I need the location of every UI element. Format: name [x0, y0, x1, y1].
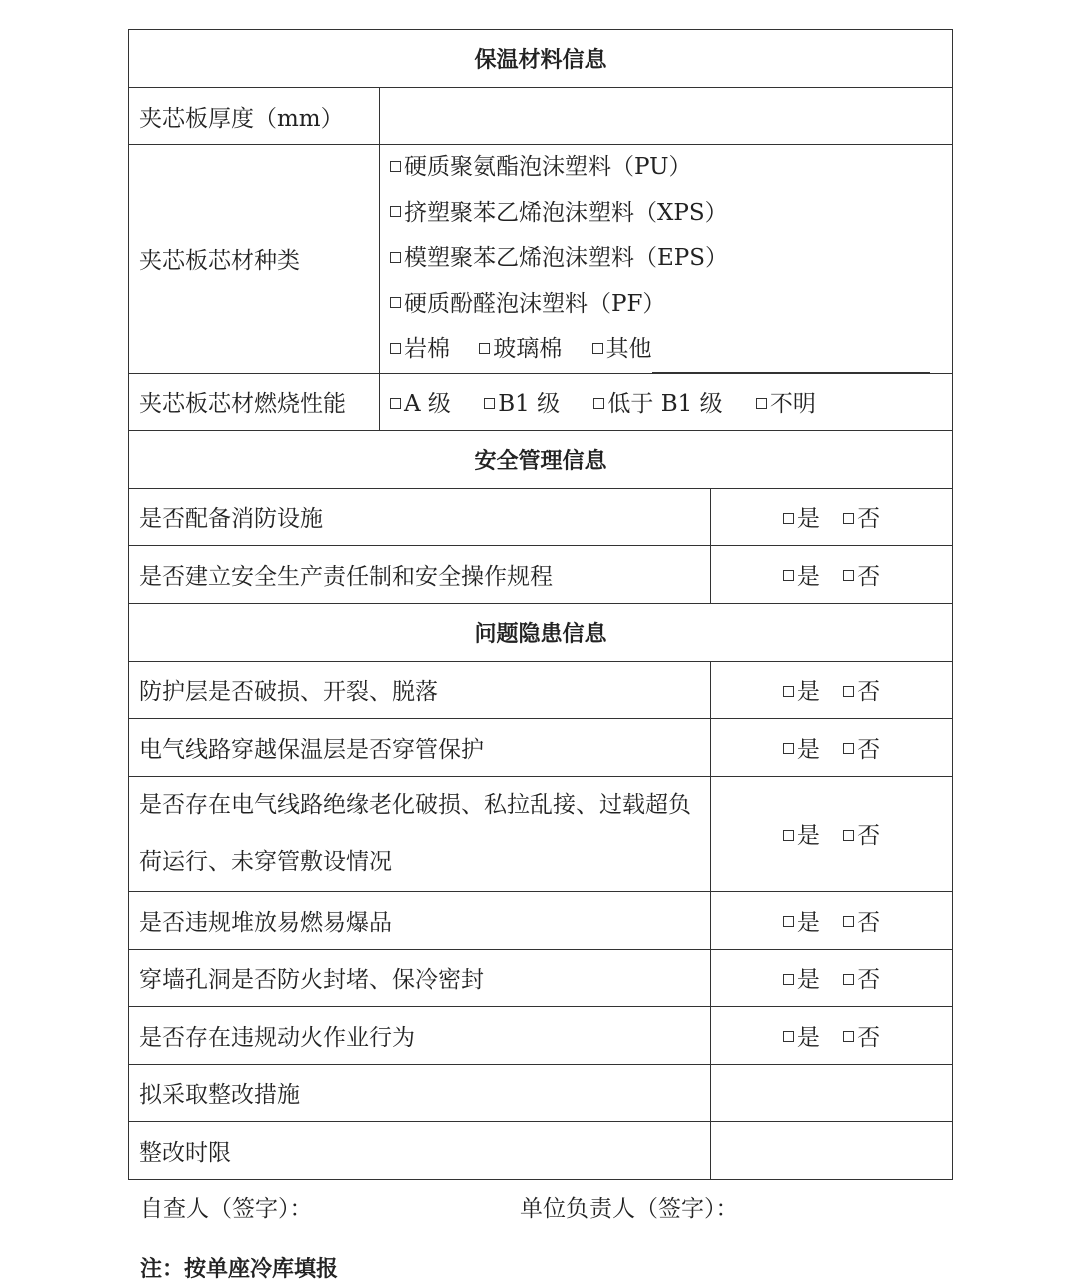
- core-type-option[interactable]: 模塑聚苯乙烯泡沫塑料（EPS）: [390, 236, 942, 282]
- checkbox-icon: [390, 343, 401, 354]
- yes-no-cell: [711, 718, 953, 776]
- checkbox-icon: [783, 974, 794, 985]
- question-label: 防护层是否破损、开裂、脱落: [129, 661, 711, 718]
- checkbox-icon: [592, 343, 603, 354]
- thickness-value-field[interactable]: [380, 88, 953, 145]
- checkbox-icon: [783, 830, 794, 841]
- section-title-insulation: 保温材料信息: [129, 30, 953, 88]
- combustion-label: 夹芯板芯材燃烧性能: [129, 373, 380, 430]
- checkbox-icon: [479, 343, 490, 354]
- checkbox-icon: [843, 916, 854, 927]
- checkbox-icon: [843, 570, 854, 581]
- core-type-option-glasswool[interactable]: 玻璃棉: [479, 336, 562, 362]
- no-option[interactable]: 否: [843, 731, 880, 764]
- combustion-options: [380, 373, 953, 430]
- core-type-option-rockwool[interactable]: 岩棉: [390, 336, 450, 362]
- grade-option-a[interactable]: A 级: [390, 385, 451, 418]
- checkbox-icon: [390, 398, 401, 409]
- yes-option[interactable]: 是: [783, 673, 820, 706]
- inspector-signature-label: 自查人（签字）：: [140, 1196, 313, 1222]
- yes-option[interactable]: 是: [783, 500, 820, 533]
- section-title-hazards: 问题隐患信息: [129, 603, 953, 661]
- question-label: 是否违规堆放易燃易爆品: [129, 891, 711, 949]
- rectify-value-field[interactable]: [711, 1064, 953, 1121]
- yes-no-cell: [711, 1006, 953, 1064]
- no-option[interactable]: 否: [843, 1019, 880, 1052]
- checkbox-icon: [783, 1031, 794, 1042]
- checkbox-icon: [783, 686, 794, 697]
- yes-no-cell: [711, 661, 953, 718]
- checkbox-icon: [843, 513, 854, 524]
- question-label: 是否存在违规动火作业行为: [129, 1006, 711, 1064]
- yes-option[interactable]: 是: [783, 904, 820, 937]
- yes-no-cell: [711, 488, 953, 545]
- grade-option-below-b1[interactable]: 低于 B1 级: [593, 385, 722, 418]
- yes-no-cell: [711, 776, 953, 891]
- grade-option-unknown[interactable]: 不明: [756, 385, 816, 418]
- checkbox-icon: [843, 1031, 854, 1042]
- yes-option[interactable]: 是: [783, 1019, 820, 1052]
- checkbox-icon: [783, 570, 794, 581]
- checkbox-icon: [390, 161, 401, 172]
- thickness-label: 夹芯板厚度（mm）: [129, 88, 380, 145]
- checkbox-icon: [484, 398, 495, 409]
- section-title-safety: 安全管理信息: [129, 430, 953, 488]
- checkbox-icon: [783, 916, 794, 927]
- checkbox-icon: [843, 743, 854, 754]
- checkbox-icon: [843, 830, 854, 841]
- grade-option-b1[interactable]: B1 级: [484, 385, 560, 418]
- no-option[interactable]: 否: [843, 673, 880, 706]
- no-option[interactable]: 否: [843, 558, 880, 591]
- core-type-options: [380, 145, 953, 374]
- no-option[interactable]: 否: [843, 817, 880, 850]
- yes-option[interactable]: 是: [783, 558, 820, 591]
- yes-no-cell: [711, 949, 953, 1006]
- deadline-value-field[interactable]: [711, 1121, 953, 1179]
- form-table: [128, 29, 953, 1180]
- yes-option[interactable]: 是: [783, 961, 820, 994]
- question-label: 是否配备消防设施: [129, 488, 711, 545]
- checkbox-icon: [756, 398, 767, 409]
- checkbox-icon: [593, 398, 604, 409]
- no-option[interactable]: 否: [843, 500, 880, 533]
- yes-no-cell: [711, 891, 953, 949]
- unit-head-signature-label: 单位负责人（签字）：: [520, 1196, 739, 1222]
- checkbox-icon: [783, 743, 794, 754]
- core-type-option[interactable]: 硬质聚氨酯泡沫塑料（PU）: [390, 145, 942, 191]
- deadline-label: 整改时限: [129, 1121, 711, 1179]
- question-label: 是否建立安全生产责任制和安全操作规程: [129, 545, 711, 603]
- core-type-last-row: [390, 327, 942, 373]
- checkbox-icon: [843, 686, 854, 697]
- yes-no-cell: [711, 545, 953, 603]
- checkbox-icon: [390, 206, 401, 217]
- core-type-label: 夹芯板芯材种类: [129, 145, 380, 374]
- checkbox-icon: [843, 974, 854, 985]
- yes-option[interactable]: 是: [783, 731, 820, 764]
- question-label: 穿墙孔洞是否防火封堵、保冷密封: [129, 949, 711, 1006]
- checkbox-icon: [390, 297, 401, 308]
- rectify-label: 拟采取整改措施: [129, 1064, 711, 1121]
- question-label: 是否存在电气线路绝缘老化破损、私拉乱接、过载超负荷运行、未穿管敷设情况: [129, 776, 711, 891]
- core-type-option[interactable]: 硬质酚醛泡沫塑料（PF）: [390, 282, 942, 328]
- no-option[interactable]: 否: [843, 961, 880, 994]
- other-fill-line[interactable]: [652, 350, 930, 373]
- core-type-option-other[interactable]: 其他: [592, 336, 652, 362]
- question-label: 电气线路穿越保温层是否穿管保护: [129, 718, 711, 776]
- core-type-option[interactable]: 挤塑聚苯乙烯泡沫塑料（XPS）: [390, 191, 942, 237]
- checkbox-icon: [390, 252, 401, 263]
- yes-option[interactable]: 是: [783, 817, 820, 850]
- form-note: 注：按单座冷库填报: [140, 1257, 339, 1282]
- no-option[interactable]: 否: [843, 904, 880, 937]
- checkbox-icon: [783, 513, 794, 524]
